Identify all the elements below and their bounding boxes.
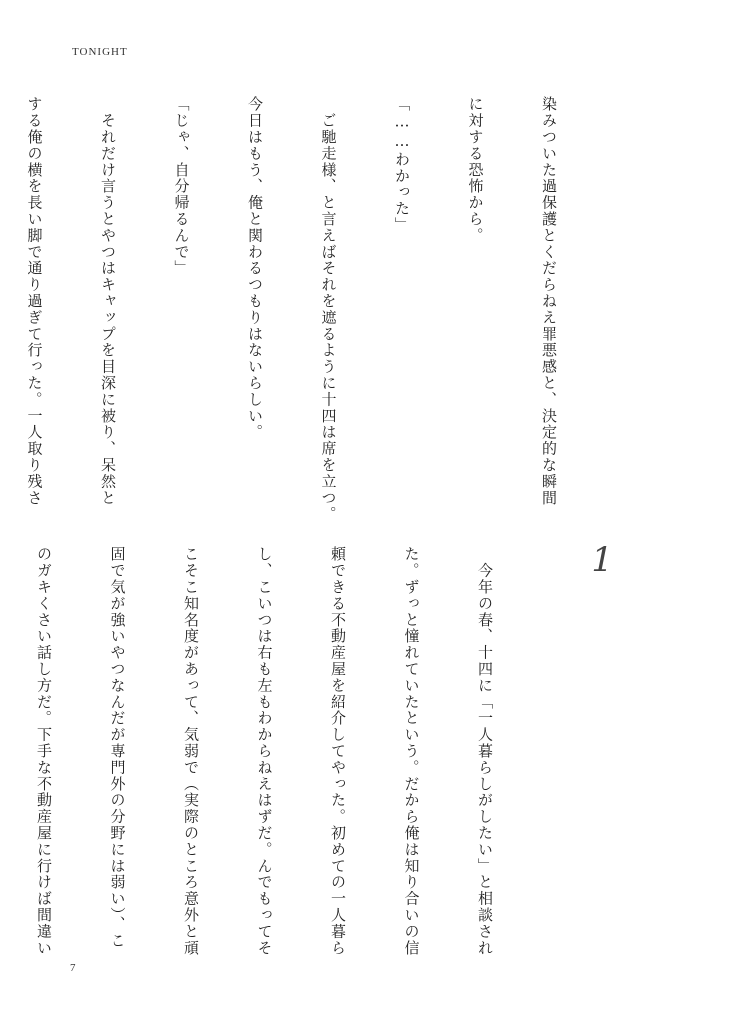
text-block-top [0, 96, 610, 523]
text-line: 今日はもう、俺と関わるつもりはないらしい。 [246, 96, 264, 441]
text-line: こそこ知名度があって、気弱で（実際のところ意外と頑 [182, 546, 200, 956]
text-line: 「……わかった」 [393, 96, 411, 234]
text-line: し、こいつは右も左もわからねえはずだ。んでもってそ [255, 546, 274, 956]
text-line: する俺の横を長い脚で通り過ぎて行った。一人取り残さ [25, 96, 44, 506]
text-line: 今年の春、十四に「一人暮らしがしたい」と相談され [476, 546, 494, 956]
text-block-bottom [0, 546, 546, 956]
text-line: のガキくさい話し方だ。下手な不動産屋に行けば間違い [35, 546, 53, 956]
chapter-numeral: 1 [591, 540, 613, 580]
text-line: それだけ言うとやつはキャップを目深に被り、呆然と [99, 96, 117, 506]
text-line: に対する恐怖から。 [466, 96, 485, 244]
text-line: ご馳走様、と言えばそれを遮るように十四は席を立つ。 [319, 96, 338, 523]
text-line: 固で気が強いやつなんだが専門外の分野には弱い）、こ [108, 546, 127, 949]
text-line: 頼できる不動産屋を紹介してやった。初めての一人暮ら [329, 546, 347, 956]
page-number: 7 [70, 962, 76, 974]
text-line: た。ずっと憧れていたという。だから俺は知り合いの信 [402, 546, 421, 956]
running-head: TONIGHT [72, 46, 128, 58]
text-line: 「じゃ、自分帰るんで」 [172, 96, 191, 277]
text-line: 染みついた過保護とくだらねえ罪悪感と、決定的な瞬間 [540, 96, 558, 506]
